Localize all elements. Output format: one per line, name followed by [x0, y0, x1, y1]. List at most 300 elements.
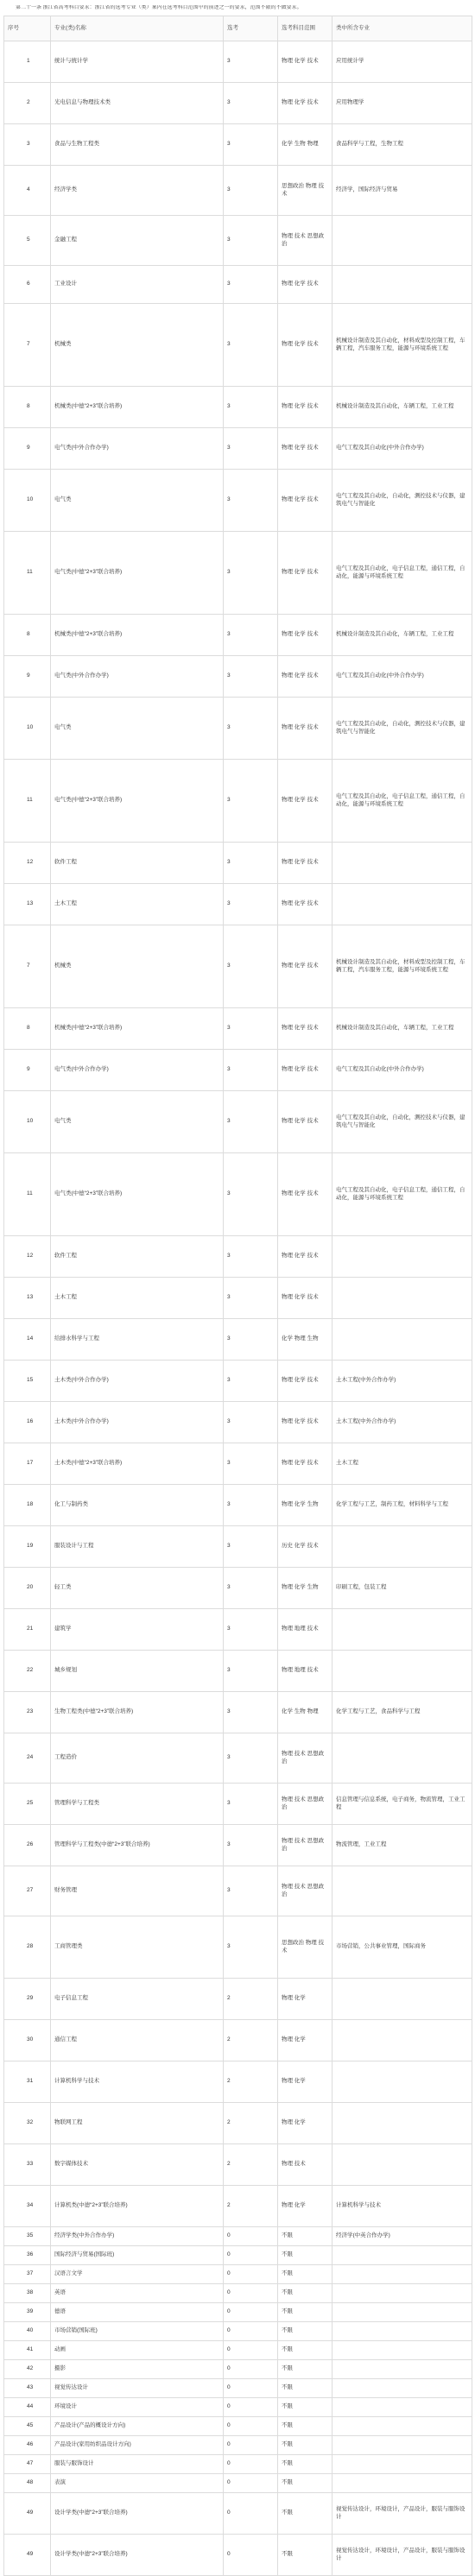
header-count: 选考: [224, 16, 278, 41]
cell-included: [332, 2061, 472, 2103]
cell-seq: 9: [4, 656, 51, 698]
table-row: [4, 124, 472, 166]
cell-major: 经济学类: [51, 166, 224, 216]
cell-seq: 28: [4, 1916, 51, 1979]
cell-seq: 36: [4, 2246, 51, 2265]
cell-seq: 30: [4, 2020, 51, 2061]
cell-count: 0: [224, 2535, 278, 2576]
table-row: [4, 1153, 472, 1236]
table-row: [4, 2474, 472, 2493]
cell-subjects: 物理 化学 技术: [278, 428, 332, 470]
cell-major: 生物工程类(中德“2+3”联合培养): [51, 1692, 224, 1733]
cell-count: 3: [224, 1319, 278, 1361]
table-row: [4, 2284, 472, 2303]
cell-included: 化学工程与工艺，制药工程，材料科学与工程: [332, 1485, 472, 1526]
cell-included: [332, 2103, 472, 2144]
cell-subjects: 物理 技术 思想政治: [278, 1866, 332, 1916]
cell-count: 3: [224, 1485, 278, 1526]
cell-included: 经济学，国际经济与贸易: [332, 166, 472, 216]
cell-included: 电气工程及其自动化，电子信息工程，通信工程，自动化，能源与环境系统工程: [332, 760, 472, 843]
cell-major: 国际经济与贸易(国际班): [51, 2246, 224, 2265]
cell-major: 城乡规划: [51, 1651, 224, 1692]
cell-included: 应用物理学: [332, 83, 472, 124]
table-row: [4, 1008, 472, 1050]
cell-included: [332, 2020, 472, 2061]
cell-count: 0: [224, 2455, 278, 2474]
cell-count: 2: [224, 2186, 278, 2227]
cell-included: [332, 884, 472, 925]
cell-major: 汉语言文学: [51, 2265, 224, 2284]
cell-seq: 1: [4, 41, 51, 83]
cell-subjects: 思想政治 物理 技术: [278, 1916, 332, 1979]
cell-seq: 31: [4, 2061, 51, 2103]
table-row: [4, 615, 472, 656]
table-row: [4, 2227, 472, 2246]
cell-major: 机械类: [51, 925, 224, 1008]
cell-subjects: 化学 生物 物理: [278, 1692, 332, 1733]
cell-seq: 24: [4, 1733, 51, 1784]
cell-count: 2: [224, 1979, 278, 2020]
cell-subjects: 物理 化学 技术: [278, 532, 332, 615]
table-row: [4, 2341, 472, 2360]
table-row: [4, 843, 472, 884]
cell-subjects: 不限: [278, 2227, 332, 2246]
cell-major: 电气类(中外合作办学): [51, 428, 224, 470]
cell-major: 建筑学: [51, 1609, 224, 1651]
cell-included: 印刷工程，包装工程: [332, 1568, 472, 1609]
cell-major: 电气类: [51, 470, 224, 532]
cell-seq: 7: [4, 925, 51, 1008]
cell-seq: 40: [4, 2322, 51, 2341]
cell-included: 市场营销，公共事业管理，国际商务: [332, 1916, 472, 1979]
table-row: [4, 2186, 472, 2227]
cell-included: [332, 2144, 472, 2186]
cell-count: 0: [224, 2284, 278, 2303]
cell-included: 食品科学与工程，生物工程: [332, 124, 472, 166]
cell-included: [332, 2265, 472, 2284]
table-row: [4, 2103, 472, 2144]
cell-count: 0: [224, 2246, 278, 2265]
table-row: [4, 83, 472, 124]
cell-seq: 29: [4, 1979, 51, 2020]
cell-subjects: 物理 化学: [278, 2186, 332, 2227]
cell-included: [332, 2341, 472, 2360]
cell-count: 0: [224, 2436, 278, 2455]
table-row: [4, 1692, 472, 1733]
cell-subjects: 思想政治 物理 技术: [278, 166, 332, 216]
table-row: [4, 2246, 472, 2265]
cell-major: 动画: [51, 2341, 224, 2360]
cell-seq: 47: [4, 2455, 51, 2474]
cell-count: 3: [224, 1153, 278, 1236]
cell-major: 通信工程: [51, 2020, 224, 2061]
cell-count: 0: [224, 2474, 278, 2493]
cell-count: 3: [224, 1236, 278, 1278]
cell-included: [332, 2455, 472, 2474]
table-row: [4, 1651, 472, 1692]
cell-included: 土木工程(中外合作办学): [332, 1402, 472, 1443]
cell-subjects: 不限: [278, 2436, 332, 2455]
cell-major: 产品设计(家用纺织品设计方向): [51, 2436, 224, 2455]
cell-subjects: 物理 化学 技术: [278, 266, 332, 304]
cell-major: 市场营销(国际班): [51, 2322, 224, 2341]
cell-major: 电气类(中德“2+3”联合培养): [51, 1153, 224, 1236]
cell-major: 金融工程: [51, 216, 224, 266]
cell-included: [332, 1609, 472, 1651]
cell-seq: 25: [4, 1784, 51, 1825]
cell-count: 3: [224, 470, 278, 532]
cell-included: [332, 1526, 472, 1568]
cell-included: [332, 2284, 472, 2303]
cell-count: 3: [224, 83, 278, 124]
cell-seq: 45: [4, 2417, 51, 2436]
cell-included: 化学工程与工艺，食品科学与工程: [332, 1692, 472, 1733]
cell-seq: 12: [4, 843, 51, 884]
table-row: [4, 2144, 472, 2186]
cell-seq: 43: [4, 2379, 51, 2398]
cell-seq: 15: [4, 1361, 51, 1402]
cell-count: 3: [224, 843, 278, 884]
cell-included: [332, 2436, 472, 2455]
cell-count: 2: [224, 2103, 278, 2144]
cell-count: 3: [224, 1651, 278, 1692]
cell-included: 机械设计制造及其自动化，材料成型及控制工程，车辆工程，汽车服务工程，能源与环境系统工程: [332, 925, 472, 1008]
cell-major: 视觉传达设计: [51, 2379, 224, 2398]
header-included: 类中所含专业: [332, 16, 472, 41]
cell-seq: 18: [4, 1485, 51, 1526]
subject-requirements-table: [3, 16, 472, 2576]
cell-seq: 12: [4, 1236, 51, 1278]
cell-count: 3: [224, 1609, 278, 1651]
cell-count: 3: [224, 1443, 278, 1485]
cell-subjects: 不限: [278, 2398, 332, 2417]
cell-included: 计算机科学与技术: [332, 2186, 472, 2227]
cell-major: 软件工程: [51, 843, 224, 884]
cell-major: 机械类(中德“2+3”联合培养): [51, 387, 224, 428]
cell-major: 英语: [51, 2284, 224, 2303]
cell-subjects: 物理 地理 技术: [278, 1609, 332, 1651]
cell-included: [332, 2360, 472, 2379]
cell-subjects: 物理 化学 技术: [278, 843, 332, 884]
cell-count: 3: [224, 1916, 278, 1979]
table-row: [4, 2455, 472, 2474]
cell-seq: 8: [4, 387, 51, 428]
table-row: [4, 1866, 472, 1916]
table-row: [4, 304, 472, 387]
table-body: [4, 41, 472, 2576]
cell-included: 物流管理，工业工程: [332, 1825, 472, 1866]
cell-major: 电气类(中外合作办学): [51, 656, 224, 698]
cell-major: 统计与统计学: [51, 41, 224, 83]
cell-subjects: 不限: [278, 2455, 332, 2474]
table-row: [4, 532, 472, 615]
cell-subjects: 物理 地理 技术: [278, 1651, 332, 1692]
cell-seq: 7: [4, 304, 51, 387]
cell-seq: 22: [4, 1651, 51, 1692]
table-row: [4, 216, 472, 266]
cell-included: 应用统计学: [332, 41, 472, 83]
cell-included: 电气工程及其自动化(中外合作办学): [332, 656, 472, 698]
cell-seq: 35: [4, 2227, 51, 2246]
cell-subjects: 物理 化学: [278, 2103, 332, 2144]
cell-major: 土木工程: [51, 884, 224, 925]
cell-included: [332, 2322, 472, 2341]
cell-subjects: 不限: [278, 2303, 332, 2322]
cell-included: [332, 1319, 472, 1361]
cell-major: 电气类(中德“2+3”联合培养): [51, 760, 224, 843]
cell-included: [332, 2303, 472, 2322]
cell-included: [332, 2474, 472, 2493]
table-row: [4, 1733, 472, 1784]
cell-seq: 16: [4, 1402, 51, 1443]
table-row: [4, 884, 472, 925]
cell-subjects: 物理 技术 思想政治: [278, 1825, 332, 1866]
cell-subjects: 不限: [278, 2265, 332, 2284]
cell-seq: 3: [4, 124, 51, 166]
cell-subjects: 不限: [278, 2493, 332, 2535]
cell-subjects: 物理 化学 技术: [278, 698, 332, 760]
cell-subjects: 不限: [278, 2322, 332, 2341]
cell-count: 3: [224, 266, 278, 304]
cell-seq: 26: [4, 1825, 51, 1866]
cell-subjects: 物理 化学 技术: [278, 656, 332, 698]
cell-subjects: 物理 化学: [278, 2061, 332, 2103]
cell-seq: 11: [4, 1153, 51, 1236]
table-row: [4, 1443, 472, 1485]
table-row: [4, 2265, 472, 2284]
cell-major: 电子信息工程: [51, 1979, 224, 2020]
cell-seq: 8: [4, 1008, 51, 1050]
cell-subjects: 物理 化学 技术: [278, 925, 332, 1008]
cell-included: 土木工程: [332, 1443, 472, 1485]
cell-seq: 39: [4, 2303, 51, 2322]
cell-seq: 23: [4, 1692, 51, 1733]
cell-seq: 49: [4, 2493, 51, 2535]
cell-included: 电气工程及其自动化(中外合作办学): [332, 428, 472, 470]
cell-subjects: 物理 技术 思想政治: [278, 216, 332, 266]
cell-seq: 44: [4, 2398, 51, 2417]
cell-count: 0: [224, 2227, 278, 2246]
table-row: [4, 1278, 472, 1319]
cell-included: 经济学(中英合作办学): [332, 2227, 472, 2246]
cell-count: 3: [224, 1402, 278, 1443]
cell-seq: 11: [4, 760, 51, 843]
cell-seq: 10: [4, 698, 51, 760]
cell-subjects: 物理 技术 思想政治: [278, 1733, 332, 1784]
table-row: [4, 470, 472, 532]
cell-included: [332, 2379, 472, 2398]
cell-major: 化工与制药类: [51, 1485, 224, 1526]
table-row: [4, 925, 472, 1008]
cell-subjects: 物理 化学 技术: [278, 884, 332, 925]
cell-subjects: 化学 生物 物理: [278, 124, 332, 166]
cell-major: 土木工程: [51, 1278, 224, 1319]
cell-subjects: 物理 化学 技术: [278, 304, 332, 387]
cell-count: 2: [224, 2020, 278, 2061]
cell-included: 电气工程及其自动化，电子信息工程，通信工程，自动化，能源与环境系统工程: [332, 1153, 472, 1236]
cell-included: 机械设计制造及其自动化，车辆工程，工业工程: [332, 1008, 472, 1050]
table-row: [4, 1979, 472, 2020]
table-row: [4, 2417, 472, 2436]
cell-seq: 14: [4, 1319, 51, 1361]
cell-count: 3: [224, 1733, 278, 1784]
cell-seq: 13: [4, 884, 51, 925]
table-row: [4, 656, 472, 698]
cell-count: 2: [224, 2061, 278, 2103]
cell-major: 工程造价: [51, 1733, 224, 1784]
cell-major: 表演: [51, 2474, 224, 2493]
cell-seq: 9: [4, 428, 51, 470]
cell-subjects: 不限: [278, 2284, 332, 2303]
cell-major: 电气类: [51, 698, 224, 760]
caption: 第二十一条 浙江省高考科目要求：浙江省的选考专业（类）案内在选考科目范围中的前述之一的要求，范围不限的不做要求。: [16, 5, 302, 10]
cell-seq: 21: [4, 1609, 51, 1651]
cell-seq: 48: [4, 2474, 51, 2493]
cell-subjects: 物理 化学 技术: [278, 41, 332, 83]
cell-subjects: 不限: [278, 2341, 332, 2360]
cell-subjects: 物理 化学 技术: [278, 1050, 332, 1091]
cell-count: 3: [224, 656, 278, 698]
header-subjects: 选考科目范围: [278, 16, 332, 41]
cell-subjects: 物理 化学 技术: [278, 470, 332, 532]
cell-included: 机械设计制造及其自动化，材料成型及控制工程，车辆工程，汽车服务工程，能源与环境系统工程: [332, 304, 472, 387]
cell-major: 管理科学与工程类(中德“2+3”联合培养): [51, 1825, 224, 1866]
cell-count: 3: [224, 1568, 278, 1609]
cell-count: 0: [224, 2398, 278, 2417]
cell-seq: 11: [4, 532, 51, 615]
cell-major: 机械类: [51, 304, 224, 387]
cell-subjects: 化学 物理 生物: [278, 1319, 332, 1361]
cell-seq: 34: [4, 2186, 51, 2227]
cell-subjects: 物理 化学 技术: [278, 1008, 332, 1050]
table-row: [4, 2061, 472, 2103]
header-seq: 序号: [4, 16, 51, 41]
header-major: 专业(类)名称: [51, 16, 224, 41]
cell-seq: 19: [4, 1526, 51, 1568]
cell-seq: 6: [4, 266, 51, 304]
cell-subjects: 物理 化学: [278, 2020, 332, 2061]
cell-included: [332, 2417, 472, 2436]
cell-seq: 27: [4, 1866, 51, 1916]
table-row: [4, 2535, 472, 2576]
cell-major: 服装与服饰设计: [51, 2455, 224, 2474]
cell-count: 3: [224, 166, 278, 216]
cell-count: 3: [224, 1091, 278, 1153]
cell-count: 3: [224, 1825, 278, 1866]
cell-major: 产品设计(产品的概设计方向): [51, 2417, 224, 2436]
cell-count: 3: [224, 387, 278, 428]
cell-seq: 13: [4, 1278, 51, 1319]
cell-included: 电气工程及其自动化(中外合作办学): [332, 1050, 472, 1091]
cell-major: 食品与生物工程类: [51, 124, 224, 166]
table-row: [4, 166, 472, 216]
table-row: [4, 2379, 472, 2398]
cell-count: 3: [224, 428, 278, 470]
cell-count: 2: [224, 2144, 278, 2186]
cell-subjects: 物理 化学 技术: [278, 1153, 332, 1236]
cell-count: 3: [224, 1866, 278, 1916]
cell-major: 环境设计: [51, 2398, 224, 2417]
cell-subjects: 不限: [278, 2360, 332, 2379]
cell-seq: 33: [4, 2144, 51, 2186]
table-row: [4, 2398, 472, 2417]
cell-seq: 20: [4, 1568, 51, 1609]
cell-major: 经济学类(中外合作办学): [51, 2227, 224, 2246]
cell-seq: 42: [4, 2360, 51, 2379]
cell-subjects: 不限: [278, 2417, 332, 2436]
cell-major: 电气类(中德“2+3”联合培养): [51, 532, 224, 615]
cell-count: 3: [224, 884, 278, 925]
cell-subjects: 物理 化学: [278, 1979, 332, 2020]
table-row: [4, 1091, 472, 1153]
cell-count: 3: [224, 760, 278, 843]
cell-count: 0: [224, 2379, 278, 2398]
cell-count: 0: [224, 2303, 278, 2322]
table-row: [4, 1236, 472, 1278]
cell-subjects: 物理 化学 技术: [278, 1278, 332, 1319]
cell-subjects: 不限: [278, 2379, 332, 2398]
table-row: [4, 1361, 472, 1402]
cell-count: 3: [224, 304, 278, 387]
cell-included: [332, 216, 472, 266]
cell-included: [332, 1866, 472, 1916]
cell-subjects: 物理 化学 技术: [278, 1091, 332, 1153]
cell-subjects: 物理 化学 技术: [278, 387, 332, 428]
cell-major: 电气类(中外合作办学): [51, 1050, 224, 1091]
cell-subjects: 不限: [278, 2246, 332, 2265]
cell-count: 0: [224, 2493, 278, 2535]
cell-major: 光电信息与物理技术类: [51, 83, 224, 124]
table-row: [4, 760, 472, 843]
cell-subjects: 物理 技术: [278, 2144, 332, 2186]
table-row: [4, 1526, 472, 1568]
table-row: [4, 1916, 472, 1979]
cell-count: 3: [224, 1361, 278, 1402]
cell-count: 0: [224, 2360, 278, 2379]
cell-count: 3: [224, 1050, 278, 1091]
table-row: [4, 1825, 472, 1866]
cell-seq: 10: [4, 1091, 51, 1153]
table-row: [4, 1402, 472, 1443]
cell-seq: 4: [4, 166, 51, 216]
cell-included: 电气工程及其自动化，自动化，测控技术与仪器，建筑电气与智能化: [332, 1091, 472, 1153]
cell-major: 设计学类(中德“2+3”联合培养): [51, 2493, 224, 2535]
cell-major: 电气类: [51, 1091, 224, 1153]
table-row: [4, 1784, 472, 1825]
cell-subjects: 物理 化学 技术: [278, 760, 332, 843]
cell-seq: 37: [4, 2265, 51, 2284]
cell-major: 管理科学与工程类: [51, 1784, 224, 1825]
cell-seq: 41: [4, 2341, 51, 2360]
cell-major: 机械类(中德“2+3”联合培养): [51, 615, 224, 656]
cell-major: 德语: [51, 2303, 224, 2322]
cell-included: 信息管理与信息系统，电子商务，物流管理，工业工程: [332, 1784, 472, 1825]
cell-subjects: 物理 技术 思想政治: [278, 1784, 332, 1825]
cell-major: 财务管理: [51, 1866, 224, 1916]
cell-included: 土木工程(中外合作办学): [332, 1361, 472, 1402]
cell-major: 土木类(中外合作办学): [51, 1361, 224, 1402]
cell-major: 摄影: [51, 2360, 224, 2379]
cell-seq: 10: [4, 470, 51, 532]
cell-count: 0: [224, 2341, 278, 2360]
table-row: [4, 387, 472, 428]
table-row: [4, 1319, 472, 1361]
cell-major: 土木类(中德“2+3”联合培养): [51, 1443, 224, 1485]
cell-subjects: 物理 化学 技术: [278, 83, 332, 124]
cell-major: 数字媒体技术: [51, 2144, 224, 2186]
cell-included: [332, 1733, 472, 1784]
cell-seq: 38: [4, 2284, 51, 2303]
